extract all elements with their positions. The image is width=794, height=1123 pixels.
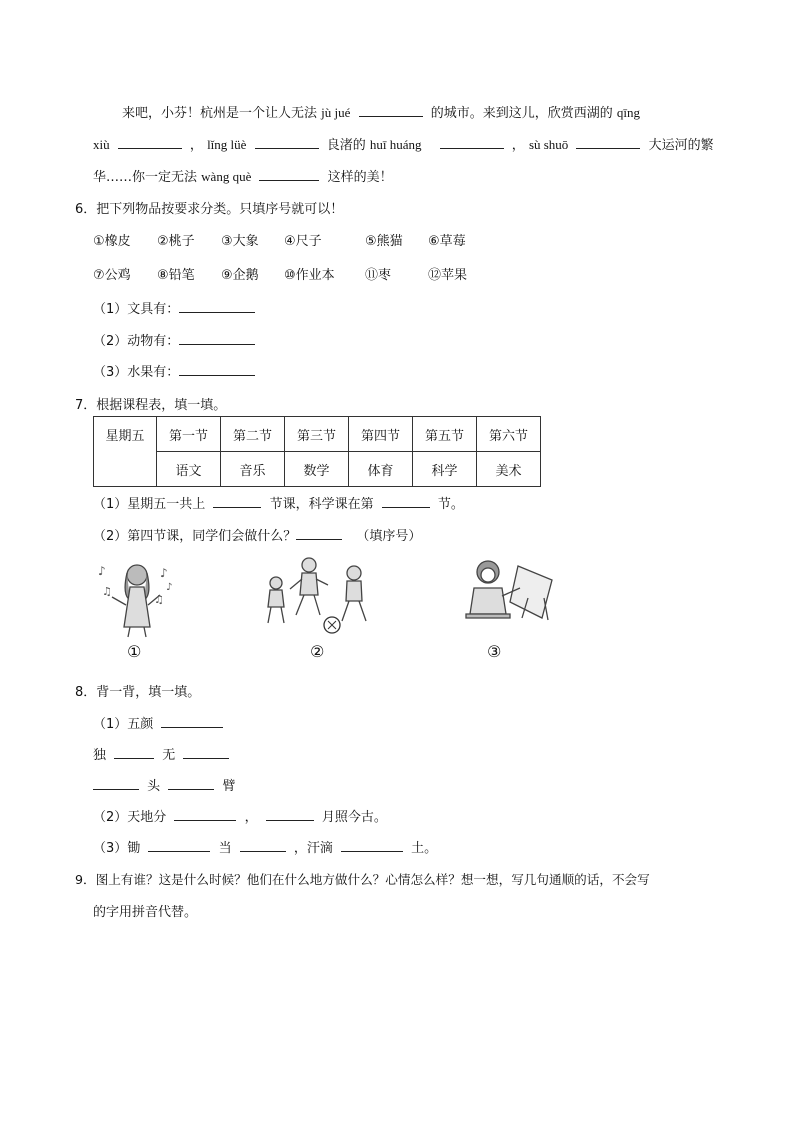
- picture-label-2: ②: [310, 642, 325, 661]
- passage-line-2: [93, 134, 714, 153]
- q8-line-tou-bi: [93, 775, 235, 794]
- text: （1）五颜: [93, 717, 154, 732]
- subject-cell: 语文: [157, 452, 221, 487]
- q6-sub-1: [93, 298, 259, 317]
- answer-blank[interactable]: [174, 807, 236, 821]
- passage-line-1: [122, 102, 640, 121]
- answer-blank[interactable]: [255, 135, 319, 149]
- pinyin: lǐng lüè: [207, 137, 247, 152]
- text: 节课，科学课在第: [269, 497, 374, 512]
- text: （2）第四节课，同学们会做什么？: [93, 529, 297, 544]
- period-header: 第三节: [285, 417, 349, 452]
- text: 无: [162, 748, 176, 763]
- subject-cell: 美术: [477, 452, 541, 487]
- pinyin: xiù: [93, 137, 110, 152]
- answer-blank[interactable]: [576, 135, 640, 149]
- answer-blank[interactable]: [168, 776, 214, 790]
- item: ⑧铅笔: [157, 268, 195, 283]
- svg-text:♪: ♪: [160, 566, 168, 580]
- subject-cell: 体育: [349, 452, 413, 487]
- period-header: 第六节: [477, 417, 541, 452]
- text: ，: [244, 810, 258, 825]
- answer-blank[interactable]: [213, 494, 261, 508]
- item: ⑦公鸡: [93, 268, 131, 283]
- answer-blank[interactable]: [93, 776, 139, 790]
- subject-cell: 科学: [413, 452, 477, 487]
- q6-sub-3: [93, 361, 259, 380]
- q8-sub-3: [93, 837, 437, 856]
- period-header: 第五节: [413, 417, 477, 452]
- answer-blank[interactable]: [440, 135, 504, 149]
- answer-blank[interactable]: [179, 299, 255, 313]
- schedule-table: [93, 416, 541, 487]
- answer-blank[interactable]: [296, 526, 342, 540]
- answer-blank[interactable]: [179, 362, 255, 376]
- pinyin: qīng: [616, 105, 640, 120]
- svg-text:♫: ♫: [154, 593, 164, 606]
- q8-line-du-wu: [93, 744, 233, 763]
- text: 臂: [222, 779, 236, 794]
- picture-label-3: ③: [487, 642, 502, 661]
- subject-cell: 数学: [285, 452, 349, 487]
- pinyin: sù shuō: [528, 137, 569, 152]
- q8-sub-1: [93, 713, 227, 732]
- item: ⑪枣: [365, 268, 392, 283]
- text: 月照今古。: [321, 810, 387, 825]
- schedule-day-cell: [94, 417, 157, 487]
- pinyin: wàng què: [201, 169, 252, 184]
- pinyin: huī huáng: [369, 137, 422, 152]
- painting-girl-picture: [462, 558, 557, 623]
- text: 的城市。来到这儿，欣赏西湖的: [430, 106, 613, 121]
- answer-blank[interactable]: [114, 745, 154, 759]
- text: 头: [147, 779, 161, 794]
- period-header: 第四节: [349, 417, 413, 452]
- item: ④尺子: [284, 234, 322, 249]
- item: ⑤熊猫: [365, 234, 403, 249]
- answer-blank[interactable]: [359, 103, 423, 117]
- singing-girl-picture: [92, 555, 182, 640]
- item: ⑥草莓: [428, 234, 466, 249]
- subject-cell: 音乐: [221, 452, 285, 487]
- pinyin: jù jué: [321, 105, 351, 120]
- q9-line-1: 9．图上有谁？这是什么时候？他们在什么地方做什么？心情怎么样？想一想，写几句通顺的话，不会写: [75, 872, 650, 887]
- q6-sub-2: [93, 330, 259, 349]
- item: ⑩作业本: [284, 268, 335, 283]
- period-header: 第二节: [221, 417, 285, 452]
- text: 当: [218, 841, 232, 856]
- item: ②桃子: [157, 234, 195, 249]
- picture-label-1: ①: [127, 642, 142, 661]
- day-label: 星期五: [105, 429, 145, 444]
- answer-blank[interactable]: [148, 838, 210, 852]
- text: （2）天地分: [93, 810, 167, 825]
- item: ③大象: [221, 234, 259, 249]
- text: ，: [189, 138, 203, 153]
- text: （3）锄: [93, 841, 141, 856]
- answer-blank[interactable]: [266, 807, 314, 821]
- q8-title: 8．背一背，填一填。: [75, 685, 201, 700]
- text: （3）水果有：: [93, 365, 180, 380]
- text: ，: [511, 138, 525, 153]
- answer-blank[interactable]: [179, 331, 255, 345]
- q7-sub-1: [93, 493, 464, 512]
- answer-blank[interactable]: [118, 135, 182, 149]
- item: ⑨企鹅: [221, 268, 259, 283]
- text: （填序号）: [356, 529, 422, 544]
- answer-blank[interactable]: [183, 745, 229, 759]
- text: 土。: [411, 841, 438, 856]
- q6-title: 6．把下列物品按要求分类。只填序号就可以！: [75, 202, 344, 217]
- football-children-picture: [262, 555, 377, 640]
- q7-sub-2: [93, 525, 421, 544]
- text: 节。: [437, 497, 464, 512]
- answer-blank[interactable]: [161, 714, 223, 728]
- q7-title: 7．根据课程表，填一填。: [75, 398, 227, 413]
- svg-text:♫: ♫: [102, 585, 112, 598]
- text: （1）文具有：: [93, 302, 180, 317]
- text: 独: [93, 748, 107, 763]
- svg-text:♪: ♪: [166, 582, 173, 593]
- text: 大运河的繁: [648, 138, 714, 153]
- answer-blank[interactable]: [240, 838, 286, 852]
- text: 来吧，小芬！杭州是一个让人无法: [122, 106, 318, 121]
- text: 良渚的: [326, 138, 366, 153]
- item: ⑫苹果: [428, 268, 468, 283]
- q9-line-2: 的字用拼音代替。: [93, 905, 198, 920]
- answer-blank[interactable]: [259, 167, 319, 181]
- text: ，汗滴: [293, 841, 333, 856]
- text: 华……你一定无法: [93, 170, 198, 185]
- answer-blank[interactable]: [382, 494, 430, 508]
- answer-blank[interactable]: [341, 838, 403, 852]
- text: 这样的美！: [327, 170, 393, 185]
- item: ①橡皮: [93, 234, 131, 249]
- text: （2）动物有：: [93, 334, 180, 349]
- text: （1）星期五一共上: [93, 497, 206, 512]
- passage-line-3: [93, 166, 393, 185]
- q8-sub-2: [93, 806, 387, 825]
- period-header: 第一节: [157, 417, 221, 452]
- svg-text:♪: ♪: [98, 564, 106, 578]
